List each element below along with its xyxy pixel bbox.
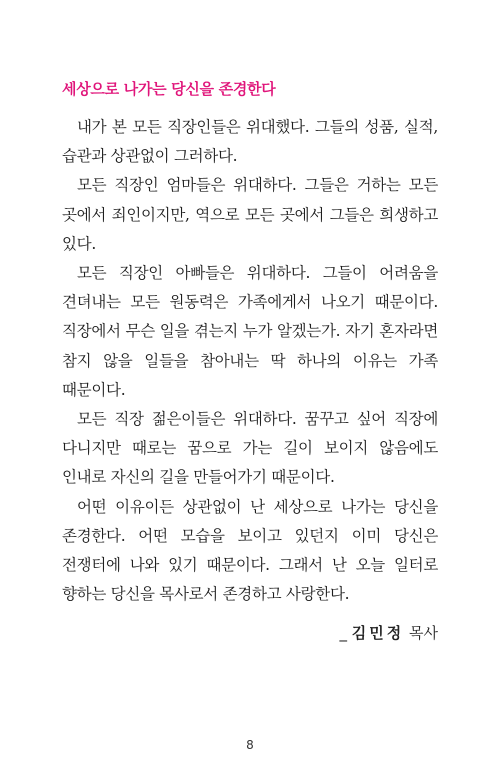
- chapter-heading: 세상으로 나가는 당신을 존경한다: [62, 80, 276, 98]
- paragraph-5: 어떤 이유이든 상관없이 난 세상으로 나가는 당신을 존경한다. 어떤 모습을 보이고 있던지 이미 당신은 전쟁터에 나와 있기 때문이다. 그래서 난 오늘 일터로 향하는 당신을 목사로서 존경하고 사랑한다.: [62, 497, 438, 604]
- page-number: 8: [246, 738, 254, 752]
- signature-name: 김민정: [351, 624, 405, 642]
- paragraph-3: 모든 직장인 아빠들은 위대하다. 그들이 어려움을 견뎌내는 모든 원동력은 가족에게서 나오기 때문이다. 직장에서 무슨 일을 겪는지 누가 알겠는가. 자기 혼자라면 참지 않을 일들을 참아내는 딱 하나의 이유는 가족 때문이다.: [62, 264, 438, 399]
- paragraph-2: 모든 직장인 엄마들은 위대하다. 그들은 거하는 모든 곳에서 죄인이지만, 역으로 모든 곳에서 그들은 희생하고 있다.: [62, 176, 438, 253]
- body-text: [62, 113, 438, 609]
- paragraph-4: 모든 직장 젊은이들은 위대하다. 꿈꾸고 싶어 직장에 다니지만 때로는 꿈으로 가는 길이 보이지 않음에도 인내로 자신의 길을 만들어가기 때문이다.: [62, 410, 438, 487]
- paragraph-1: 내가 본 모든 직장인들은 위대했다. 그들의 성품, 실적, 습관과 상관없이 그러하다.: [62, 118, 438, 166]
- signature-prefix: _: [339, 624, 347, 642]
- signature: [339, 622, 438, 643]
- signature-title: 목사: [409, 624, 438, 642]
